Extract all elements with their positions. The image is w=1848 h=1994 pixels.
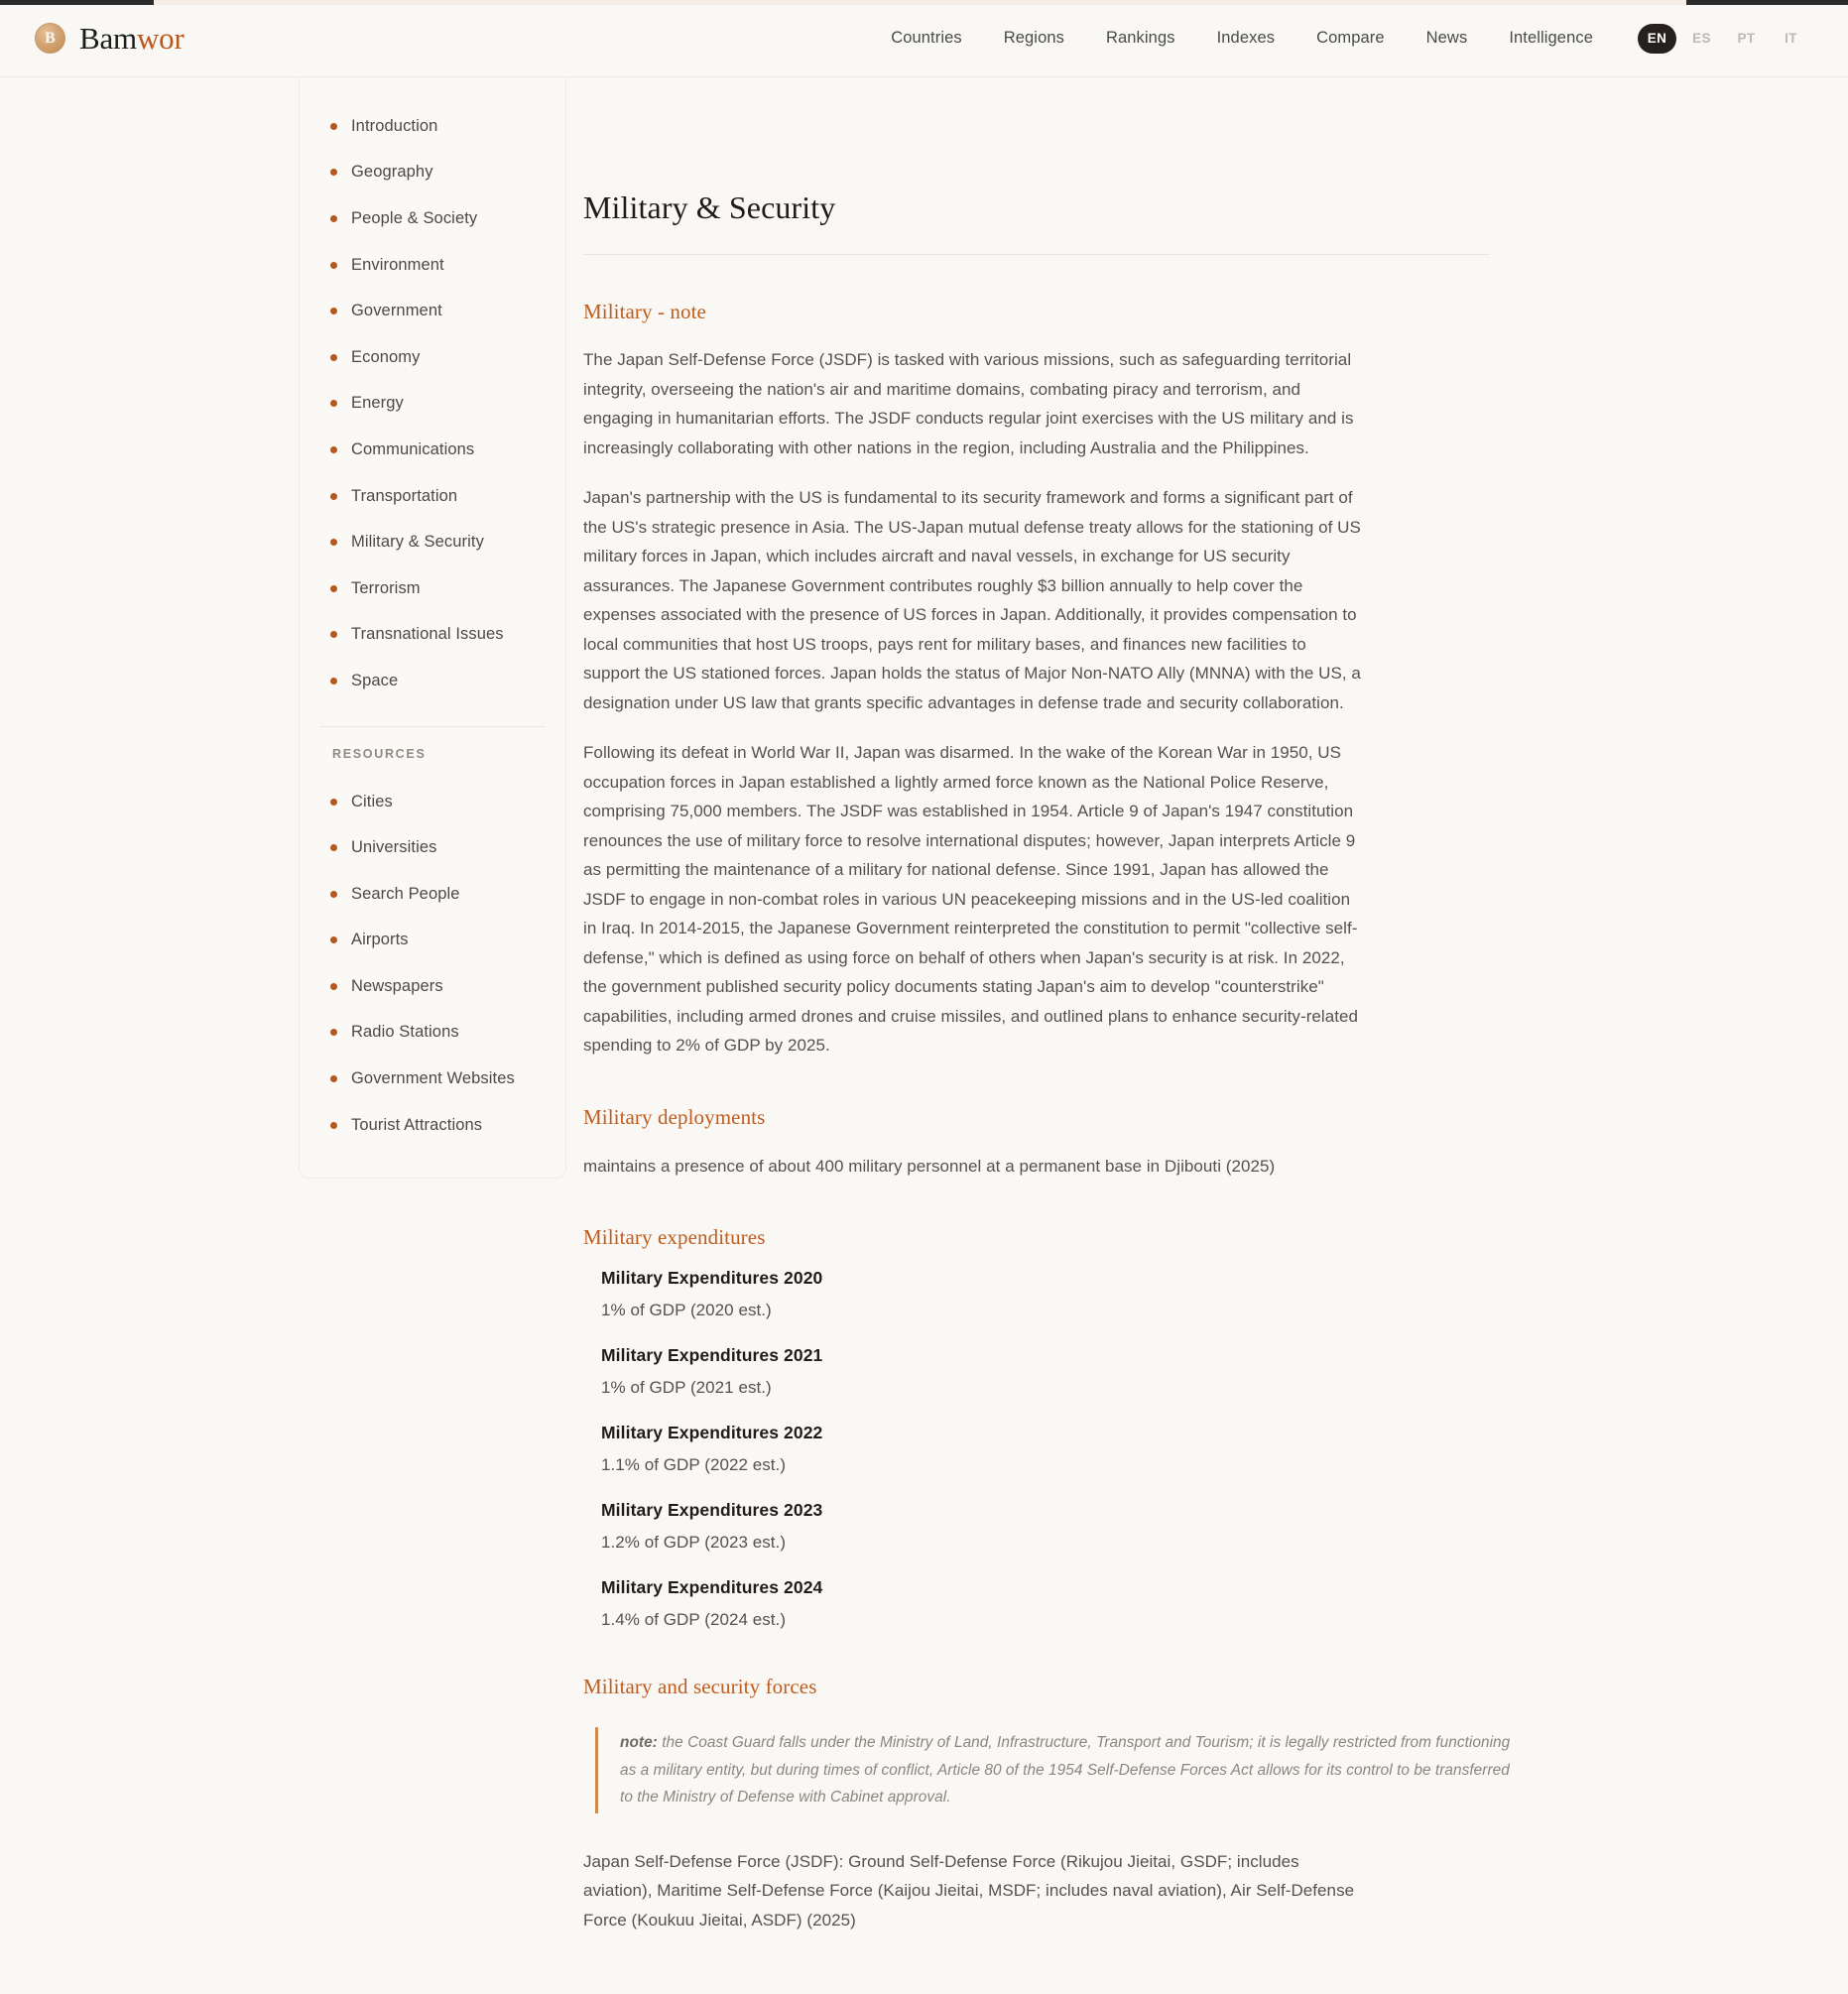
bullet-icon	[330, 936, 337, 943]
sidebar-item-space[interactable]	[300, 658, 565, 704]
expenditure-entry	[583, 1577, 1520, 1630]
military-and-security-forces-body: Japan Self-Defense Force (JSDF): Ground Self-Defense Force (Rikujou Jieitai, GSDF; includes aviation), Maritime Self-Defense Force (Kaijou Jieitai, MSDF; includes naval aviation), Air Self-Defense Force (Koukuu Jieitai, ASDF) (2025)	[583, 1851, 1355, 1930]
sidebar-item-tourist-attractions[interactable]	[300, 1102, 565, 1149]
brand-logo[interactable]	[30, 23, 185, 54]
sidebar-item-environment[interactable]	[300, 242, 565, 289]
expenditure-value: 1% of GDP (2021 est.)	[601, 1378, 772, 1397]
bullet-icon	[330, 1029, 337, 1036]
section-heading-military-deployments: Military deployments	[583, 1104, 766, 1129]
sidebar-divider	[319, 726, 546, 727]
main-content	[567, 77, 1520, 1994]
section-heading-military-note: Military - note	[583, 300, 706, 323]
section-heading-military-and-security-forces: Military and security forces	[583, 1675, 817, 1698]
bullet-icon	[330, 844, 337, 851]
section-heading-military-expenditures: Military expenditures	[583, 1225, 766, 1249]
note-label: note:	[620, 1734, 658, 1751]
title-divider	[583, 254, 1490, 255]
sidebar-item-label: Introduction	[351, 116, 438, 135]
top-progress-fill	[154, 0, 1686, 5]
language-option-en[interactable]: EN	[1638, 24, 1676, 54]
expenditure-entry	[583, 1345, 1520, 1398]
military-expenditures-list	[583, 1268, 1520, 1630]
bullet-icon	[330, 446, 337, 453]
sidebar-item-label: Environment	[351, 255, 444, 274]
language-option-pt[interactable]: PT	[1737, 31, 1756, 46]
sidebar-item-label: People & Society	[351, 208, 478, 227]
bullet-icon	[330, 215, 337, 222]
expenditure-entry	[583, 1268, 1520, 1320]
expenditure-entry	[583, 1423, 1520, 1475]
bullet-icon	[330, 123, 337, 130]
bullet-icon	[330, 1075, 337, 1082]
nav-item-rankings[interactable]: Rankings	[1105, 29, 1175, 47]
nav-item-news[interactable]: News	[1425, 29, 1468, 47]
brand-name-part2: wor	[136, 21, 185, 56]
expenditure-entry	[583, 1500, 1520, 1553]
brand-badge-icon: B	[35, 23, 65, 54]
main-navigation	[870, 21, 1820, 56]
bullet-icon	[330, 539, 337, 546]
expenditure-title: Military Expenditures 2024	[601, 1577, 823, 1597]
sidebar-item-transnational-issues[interactable]	[300, 612, 565, 659]
sidebar-item-label: Airports	[351, 931, 409, 949]
sidebar-item-label: Terrorism	[351, 578, 421, 597]
bullet-icon	[330, 354, 337, 361]
bullet-icon	[330, 678, 337, 685]
military-note-paragraph-1: The Japan Self-Defense Force (JSDF) is tasked with various missions, such as safeguarding territorial integrity, overseeing the nation's air and maritime domains, combating piracy and terrorism, and engaging in humanitarian efforts. The JSDF conducts regular joint exercises with the US military and is increasingly collaborating with other nations in the region, including Australia and the Philippines.	[583, 350, 1354, 457]
site-header	[0, 0, 1848, 77]
sidebar-item-communications[interactable]	[300, 427, 565, 473]
brand-name-part1: Bam	[79, 21, 137, 56]
nav-item-countries[interactable]: Countries	[891, 29, 962, 47]
nav-item-regions[interactable]: Regions	[1003, 29, 1064, 47]
nav-item-indexes[interactable]: Indexes	[1216, 29, 1276, 47]
sidebar-item-label: Geography	[351, 163, 433, 182]
bullet-icon	[330, 169, 337, 176]
bullet-icon	[330, 308, 337, 314]
sidebar-item-search-people[interactable]	[300, 871, 565, 918]
sidebar-item-label: Government	[351, 302, 442, 320]
sidebar-item-introduction[interactable]	[300, 103, 565, 150]
bullet-icon	[330, 983, 337, 990]
sidebar-item-radio-stations[interactable]	[300, 1010, 565, 1057]
sidebar-item-label: Universities	[351, 838, 437, 857]
sidebar-item-label: Radio Stations	[351, 1023, 459, 1042]
bullet-icon	[330, 631, 337, 638]
expenditure-value: 1% of GDP (2020 est.)	[601, 1301, 772, 1319]
brand-name	[79, 23, 185, 54]
sidebar-resources-heading: RESOURCES	[332, 746, 427, 761]
expenditure-value: 1.2% of GDP (2023 est.)	[601, 1533, 787, 1552]
expenditure-title: Military Expenditures 2023	[601, 1500, 823, 1520]
sidebar-item-geography[interactable]	[300, 150, 565, 196]
sidebar-item-label: Tourist Attractions	[351, 1115, 483, 1134]
military-note-paragraph-3: Following its defeat in World War II, Japan was disarmed. In the wake of the Korean War in 1950, US occupation forces in Japan established a lightly armed force known as the National Police Reserve, comprising 75,000 members. The JSDF was established in 1954. Article 9 of Japan's 1947 constitution renounces the use of military force to resolve international disputes; however, Japan interprets Article 9 as permitting the maintenance of a military for national defense. Since 1991, Japan has allowed the JSDF to engage in non-combat roles in various UN peacekeeping missions and in the US-led coalition in Iraq. In 2014-2015, the Japanese Government reinterpreted the constitution to permit "collective self-defense," which is defined as using force on behalf of others when Japan's security is at risk. In 2022, the government published security policy documents stating Japan's aim to develop "counterstrike" capabilities, including armed drones and cruise missiles, and outlined plans to enhance security-related spending to 2% of GDP by 2025.	[583, 743, 1359, 1055]
note-callout	[595, 1727, 1518, 1813]
expenditure-title: Military Expenditures 2021	[601, 1345, 823, 1365]
sidebar-item-government[interactable]	[300, 288, 565, 334]
expenditure-value: 1.1% of GDP (2022 est.)	[601, 1455, 787, 1474]
sidebar-item-military-and-security[interactable]	[300, 519, 565, 565]
sidebar-item-label: Transportation	[351, 486, 458, 505]
sidebar-item-label: Government Websites	[351, 1069, 515, 1088]
sidebar-item-label: Energy	[351, 394, 404, 413]
note-body: the Coast Guard falls under the Ministry of Land, Infrastructure, Transport and Tourism; it is legally restricted from functioning as a military entity, but during times of conflict, Article 80 of the 1954 Self-Defense Forces Act allows for its control to be transferred to the Ministry of Defense with Cabinet approval.	[620, 1734, 1511, 1806]
language-option-es[interactable]: ES	[1692, 31, 1711, 46]
page-title: Military & Security	[583, 189, 836, 225]
sidebar-item-economy[interactable]	[300, 334, 565, 381]
top-progress-strip	[0, 0, 1848, 5]
bullet-icon	[330, 585, 337, 592]
military-note-paragraph-2: Japan's partnership with the US is fundamental to its security framework and forms a significant part of the US's strategic presence in Asia. The US-Japan mutual defense treaty allows for the stationing of US military forces in Japan, which includes aircraft and naval vessels, in exchange for US security assurances. The Japanese Government contributes roughly $3 billion annually to help cover the expenses associated with the presence of US forces in Japan. Additionally, it provides compensation to local communities that host US troops, pays rent for military bases, and finances new facilities to support the US stationed forces. Japan holds the status of Major Non-NATO Ally (MNNA) with the US, a designation under US law that grants specific advantages in defense trade and security collaboration.	[583, 488, 1361, 712]
bullet-icon	[330, 891, 337, 898]
sidebar-item-label: Space	[351, 671, 399, 689]
bullet-icon	[330, 493, 337, 500]
sidebar-item-transportation[interactable]	[300, 473, 565, 520]
sidebar-item-energy[interactable]	[300, 381, 565, 428]
sidebar-item-airports[interactable]	[300, 918, 565, 964]
military-deployments-text: maintains a presence of about 400 military personnel at a permanent base in Djibouti (2025)	[583, 1156, 1276, 1176]
sidebar-card	[299, 77, 566, 1179]
expenditure-value: 1.4% of GDP (2024 est.)	[601, 1610, 787, 1629]
sidebar-item-people-and-society[interactable]	[300, 195, 565, 242]
sidebar-item-label: Economy	[351, 347, 421, 366]
sidebar	[0, 77, 567, 1179]
language-option-it[interactable]: IT	[1785, 31, 1797, 46]
sidebar-item-label: Newspapers	[351, 976, 443, 995]
sidebar-item-government-websites[interactable]	[300, 1056, 565, 1102]
bullet-icon	[330, 1122, 337, 1129]
expenditure-title: Military Expenditures 2020	[601, 1268, 823, 1288]
expenditure-title: Military Expenditures 2022	[601, 1423, 823, 1442]
sidebar-item-label: Search People	[351, 884, 460, 903]
nav-item-intelligence[interactable]: Intelligence	[1509, 29, 1593, 47]
sidebar-item-universities[interactable]	[300, 824, 565, 871]
language-switcher	[1638, 24, 1820, 54]
page-body	[0, 77, 1848, 1994]
note-callout-text	[620, 1729, 1518, 1811]
nav-item-compare[interactable]: Compare	[1316, 29, 1385, 47]
bullet-icon	[330, 799, 337, 806]
sidebar-item-terrorism[interactable]	[300, 565, 565, 612]
bullet-icon	[330, 400, 337, 407]
sidebar-item-label: Military & Security	[351, 533, 484, 552]
sidebar-item-label: Communications	[351, 439, 475, 458]
sidebar-item-label: Cities	[351, 792, 393, 810]
sidebar-item-cities[interactable]	[300, 779, 565, 825]
sidebar-resources-list	[300, 779, 565, 1149]
sidebar-item-newspapers[interactable]	[300, 963, 565, 1010]
bullet-icon	[330, 262, 337, 269]
sidebar-item-label: Transnational Issues	[351, 625, 504, 644]
sidebar-section-list	[300, 103, 565, 704]
